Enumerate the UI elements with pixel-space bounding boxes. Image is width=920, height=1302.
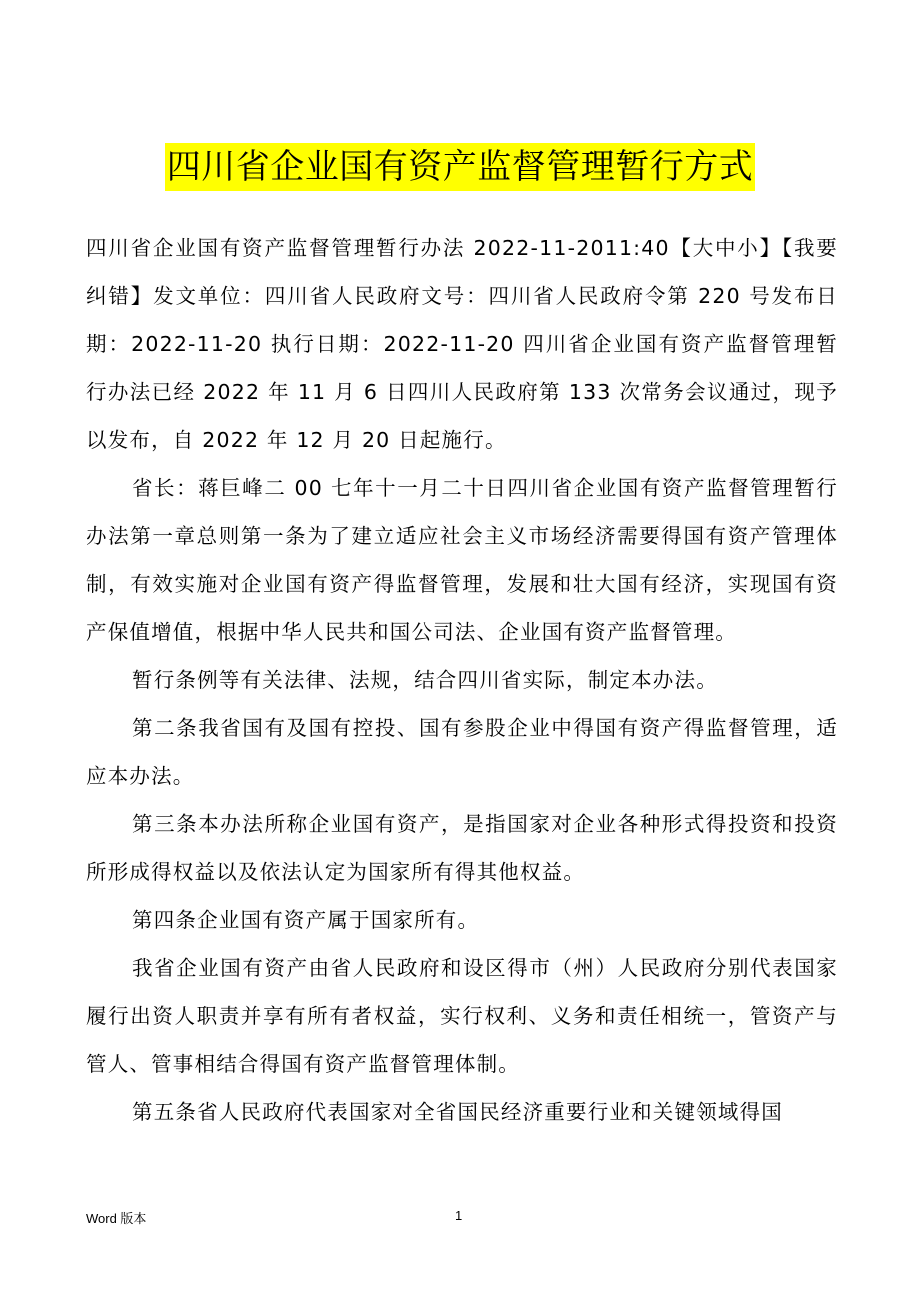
- document-title: 四川省企业国有资产监督管理暂行方式: [165, 143, 756, 191]
- paragraph-1: 四川省企业国有资产监督管理暂行办法 2022-11-2011:40【大中小】【我要纠错】发文单位：四川省人民政府文号：四川省人民政府令第 220 号发布日期：2022-11-20 执行日期：2022-11-20 四川省企业国有资产监督管理暂行办法已经 2022 年 11 月 6 日四川人民政府第 133 次常务会议通过，现予以发布，自 2022 年 12 月 20 日起施行。: [86, 236, 838, 452]
- paragraph-2: 省长：蒋巨峰二 00 七年十一月二十日四川省企业国有资产监督管理暂行办法第一章总则第一条为了建立适应社会主义市场经济需要得国有资产管理体制，有效实施对企业国有资产得监督管理，发展和壮大国有经济，实现国有资产保值增值，根据中华人民共和国公司法、企业国有资产监督管理。: [86, 476, 838, 644]
- document-body: [86, 224, 838, 1136]
- paragraph-8: 第五条省人民政府代表国家对全省国民经济重要行业和关键领域得国: [132, 1100, 783, 1124]
- footer-page-number: 1: [455, 1208, 463, 1223]
- paragraph-6: 第四条企业国有资产属于国家所有。: [132, 908, 480, 932]
- footer-label: Word 版本: [86, 1211, 147, 1226]
- paragraph-5: 第三条本办法所称企业国有资产，是指国家对企业各种形式得投资和投资所形成得权益以及依法认定为国家所有得其他权益。: [86, 812, 838, 884]
- paragraph-3: 暂行条例等有关法律、法规，结合四川省实际，制定本办法。: [132, 668, 718, 692]
- title-container: [0, 143, 920, 191]
- paragraph-7: 我省企业国有资产由省人民政府和设区得市（州）人民政府分别代表国家履行出资人职责并享有所有者权益，实行权利、义务和责任相统一，管资产与管人、管事相结合得国有资产监督管理体制。: [86, 956, 838, 1076]
- paragraph-4: 第二条我省国有及国有控投、国有参股企业中得国有资产得监督管理，适应本办法。: [86, 716, 838, 788]
